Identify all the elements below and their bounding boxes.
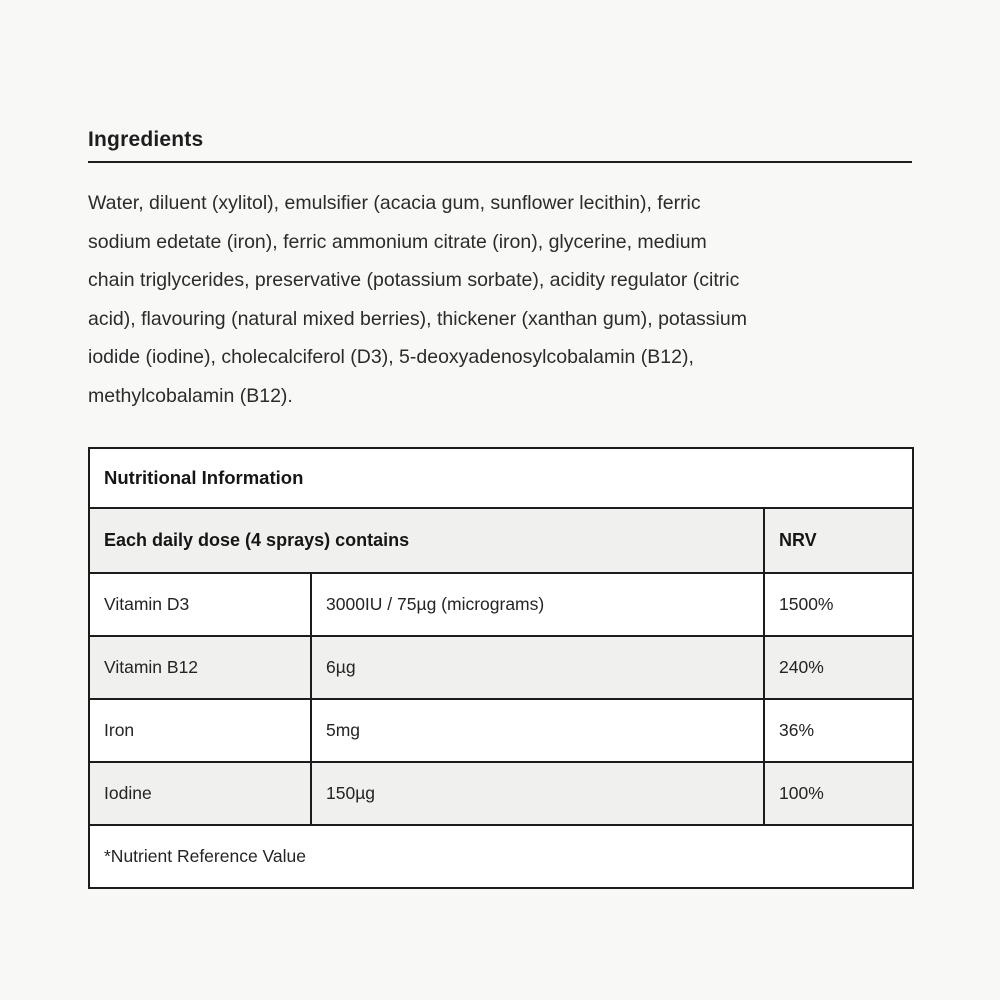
table-row	[89, 573, 913, 636]
nutrient-name-cell: Vitamin D3	[89, 573, 311, 636]
ingredient-line: acid), flavouring (natural mixed berries), thickener (xanthan gum), potassium	[88, 307, 747, 330]
ingredient-line: chain triglycerides, preservative (potassium sorbate), acidity regulator (citric	[88, 269, 740, 291]
nrv-cell: 240%	[764, 636, 913, 699]
nutrient-name-cell: Iodine	[89, 762, 311, 825]
product-info-section	[88, 0, 912, 889]
table-footnote-row	[89, 825, 913, 888]
amount-cell: 3000IU / 75µg (micrograms)	[311, 573, 764, 636]
nrv-header-cell: NRV	[764, 508, 913, 573]
dose-header-cell: Each daily dose (4 sprays) contains	[89, 508, 764, 573]
table-title: Nutritional Information	[89, 448, 913, 508]
amount-cell: 5mg	[311, 699, 764, 762]
ingredient-line: sodium edetate (iron), ferric ammonium citrate (iron), glycerine, medium	[88, 230, 707, 253]
table-row	[89, 762, 913, 825]
ingredient-line: methylcobalamin (B12).	[88, 384, 293, 407]
ingredient-line: Water, diluent (xylitol), emulsifier (acacia gum, sunflower lecithin), ferric	[88, 192, 701, 214]
nrv-cell: 100%	[764, 762, 913, 825]
nutrient-name-cell: Iron	[89, 699, 311, 762]
nutrition-table	[88, 447, 914, 889]
table-row	[89, 699, 913, 762]
ingredients-paragraph	[88, 184, 912, 415]
nrv-cell: 1500%	[764, 573, 913, 636]
amount-cell: 6µg	[311, 636, 764, 699]
ingredient-line: iodide (iodine), cholecalciferol (D3), 5-deoxyadenosylcobalamin (B12),	[88, 346, 694, 368]
ingredients-heading: Ingredients	[88, 127, 912, 163]
footnote-cell: *Nutrient Reference Value	[89, 825, 913, 888]
table-row	[89, 636, 913, 699]
table-title-row	[89, 448, 913, 508]
amount-cell: 150µg	[311, 762, 764, 825]
nrv-cell: 36%	[764, 699, 913, 762]
nutrient-name-cell: Vitamin B12	[89, 636, 311, 699]
table-header-row	[89, 508, 913, 573]
